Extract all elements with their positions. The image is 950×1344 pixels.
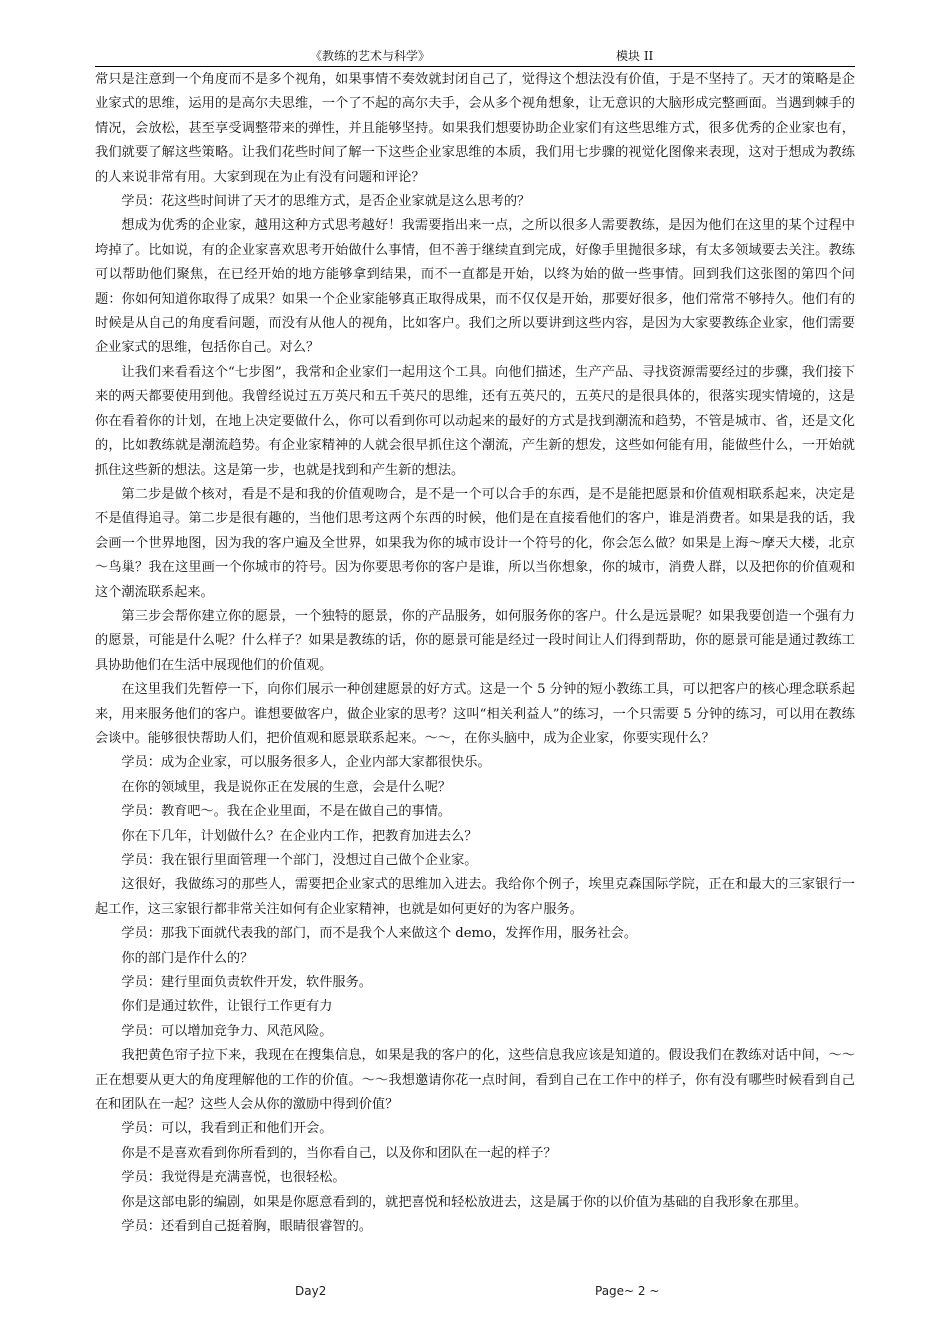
paragraph: 你是这部电影的编剧，如果是你愿意看到的，就把喜悦和轻松放进去，这是属于你的以价值为基础的自我形象在那里。 [121, 1194, 808, 1210]
paragraph: 在这里我们先暂停一下，向你们展示一种创建愿景的好方式。这是一个 5 分钟的短小教练工具，可以把客户的核心理念联系起来，用来服务他们的客户。谁想要做客户，做企业家的思考？这叫“相关利益人”的练习，一个只需要 5 分钟的练习，可以用在教练会谈中。能够很快帮助人们，把价值观和愿景联系起来。～～，在你头脑中，成为企业家，你要实现什么？ [95, 682, 855, 746]
paragraph: 学员：花这些时间讲了天才的思维方式，是否企业家就是这么思考的？ [121, 194, 531, 210]
page-footer [95, 1284, 855, 1300]
paragraph: 我把黄色帘子拉下来，我现在在搜集信息，如果是我的客户的化，这些信息我应该是知道的。假设我们在教练对话中间，～～正在想要从更大的角度理解他的工作的价值。～～我想邀请你花一点时间，看到自己在工作中的样子，你有没有哪些时候看到自己在和团队在一起？这些人会从你的激励中得到价值？ [95, 1048, 855, 1113]
paragraph: 学员：我觉得是充满喜悦，也很轻松。 [121, 1170, 346, 1186]
paragraph: 你的部门是作什么的？ [121, 950, 254, 966]
footer-day: Day2 [295, 1284, 327, 1298]
paragraph: 想成为优秀的企业家，越用这种方式思考越好！我需要指出来一点，之所以很多人需要教练，是因为他们在这里的某个过程中垮掉了。比如说，有的企业家喜欢思考开始做什么事情，但不善于继续直到完成，好像手里抛很多球，有太多领域要去关注。教练可以帮助他们聚焦，在已经开始的地方能够拿到结果，而不一直都是开始，以终为始的做一些事情。回到我们这张图的第四个问题：你如何知道你取得了成果？如果一个企业家能够真正取得成果，而不仅仅是开始，那要好很多，他们常常不够持久。他们有的时候是从自己的角度看问题，而没有从他人的视角，比如客户。我们之所以要讲到这些内容，是因为大家要教练企业家，他们需要企业家式的思维，包括你自己。对么？ [95, 218, 855, 356]
module-label: 模块 II [616, 49, 654, 63]
paragraph: 第三步会帮你建立你的愿景，一个独特的愿景，你的产品服务，如何服务你的客户。什么是远景呢？如果我要创造一个强有力的愿景，可能是什么呢？什么样子？如果是教练的话，你的愿景可能是经过一段时间让人们得到帮助，你的愿景可能是通过教练工具协助他们在生活中展现他们的价值观。 [95, 608, 855, 673]
paragraph: 学员：教育吧～。我在企业里面，不是在做自己的事情。 [121, 804, 452, 820]
document-body [95, 68, 855, 1240]
paragraph: 你是不是喜欢看到你所看到的，当你看自己，以及你和团队在一起的样子？ [121, 1145, 557, 1161]
footer-page-number: Page~ 2 ~ [595, 1284, 660, 1298]
paragraph: 学员：那我下面就代表我的部门，而不是我个人来做这个 demo，发挥作用，服务社会。 [121, 926, 638, 942]
paragraph: 学员：我在银行里面管理一个部门，没想过自己做个企业家。 [121, 853, 478, 868]
paragraph: 学员：可以增加竞争力、风范风险。 [121, 1023, 333, 1039]
paragraph: 第二步是做个核对，看是不是和我的价值观吻合，是不是一个可以合手的东西，是不是能把愿景和价值观相联系起来，决定是不是值得追寻。第二步是很有趣的，当他们思考这两个东西的时候，他们是在直接看他们的客户，谁是消费者。如果是我的话，我会画一个世界地图，因为我的客户遍及全世界，如果我为你的城市设计一个符号的化，你会怎么做？如果是上海～摩天大楼，北京～鸟巢？我在这里画一个你城市的符号。因为你要思考你的客户是谁，所以当你想象，你的城市，消费人群，以及把你的价值观和这个潮流联系起来。 [95, 486, 855, 600]
paragraph: 学员：成为企业家，可以服务很多人，企业内部大家都很快乐。 [121, 755, 491, 771]
paragraph: 学员：建行里面负责软件开发，软件服务。 [121, 975, 372, 991]
paragraph: 你在下几年，计划做什么？在企业内工作，把教育加进去么？ [121, 828, 478, 844]
page-header [95, 48, 855, 67]
paragraph: 学员：可以，我看到正和他们开会。 [121, 1121, 333, 1137]
paragraph: 学员：还看到自己挺着胸，眼睛很睿智的。 [121, 1219, 372, 1235]
paragraph: 让我们来看看这个“七步图”，我常和企业家们一起用这个工具。向他们描述，生产产品、寻找资源需要经过的步骤，我们接下来的两天都要使用到他。我曾经说过五万英尺和五千英尺的思维，还有五英尺的，五英尺的是很具体的，很落实现实情境的，这是你在看着你的计划，在地上决定要做什么，你可以看到你可以动起来的最好的方式是找到潮流和趋势，不管是城市、省，还是文化的，比如教练就是潮流趋势。有企业家精神的人就会很早抓住这个潮流，产生新的想发，这些如何能有用，能做些什么，一开始就抓住这些新的想法。这是第一步，也就是找到和产生新的想法。 [95, 364, 855, 478]
paragraph: 常只是注意到一个角度而不是多个视角，如果事情不奏效就封闭自己了，觉得这个想法没有价值，于是不坚持了。天才的策略是企业家式的思维，运用的是高尔夫思维，一个了不起的高尔夫手，会从多个视角想象，让无意识的大脑形成完整画面。当遇到棘手的情况，会放松，甚至享受调整带来的弹性，并且能够坚持。如果我们想要协助企业家们有这些思维方式，很多优秀的企业家也有，我们就要了解这些策略。让我们花些时间了解一下这些企业家思维的本质，我们用七步骤的视觉化图像来表现，这对于想成为教练的人来说非常有用。大家到现在为止有没有问题和评论？ [95, 72, 855, 185]
paragraph: 在你的领域里，我是说你正在发展的生意，会是什么呢？ [121, 779, 452, 795]
paragraph: 这很好，我做练习的那些人，需要把企业家式的思维加入进去。我给你个例子，埃里克森国际学院，正在和最大的三家银行一起工作，这三家银行都非常关注如何有企业家精神，也就是如何更好的为客户服务。 [95, 877, 855, 917]
document-title: 《教练的艺术与科学》 [310, 49, 431, 63]
paragraph: 你们是通过软件，让银行工作更有力 [121, 999, 333, 1015]
